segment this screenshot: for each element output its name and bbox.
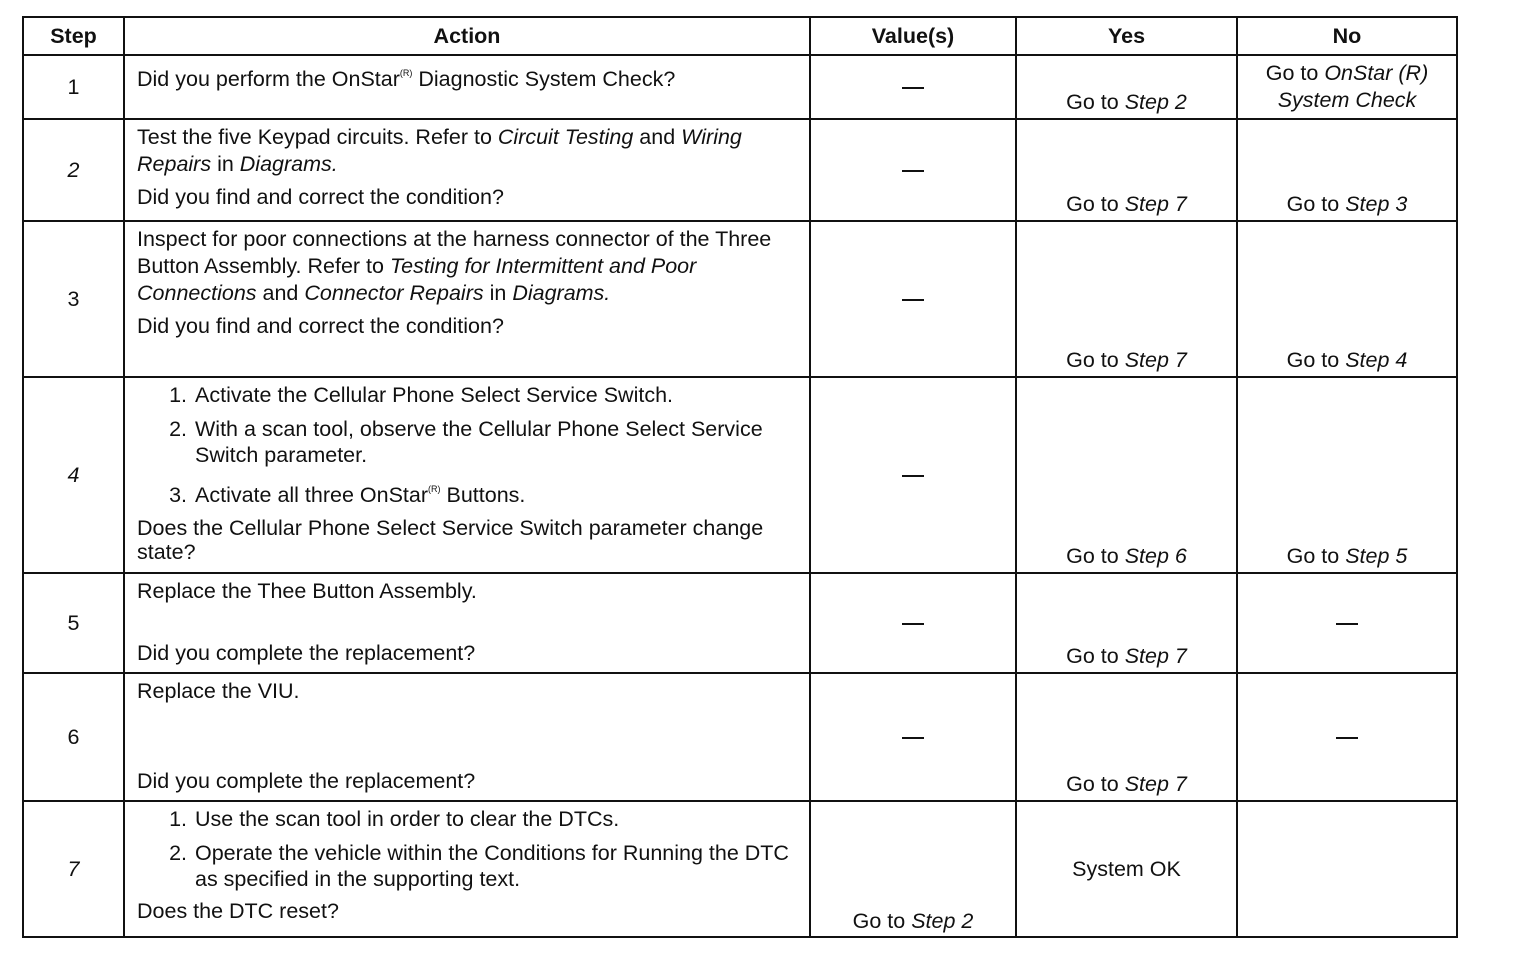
value-cell [810,221,1016,377]
question-text: Did you complete the replacement? [137,641,476,665]
system-check-link: System Check [1277,88,1417,112]
action-cell [124,119,810,221]
value-cell [810,573,1016,673]
goto-prefix: Go to [1265,61,1325,85]
no-cell [1237,673,1457,801]
header-action: Action [124,17,810,55]
action-cell [124,673,810,801]
step-number: 7 [23,801,124,937]
table-row [23,55,1457,119]
action-text: Replace the VIU. [137,679,300,703]
list-item: 1. Activate the Cellular Phone Select Service Switch. [193,382,797,408]
dash [902,623,924,625]
yes-cell: Go to Step 6 [1016,377,1237,573]
header-no: No [1237,17,1457,55]
value-cell [810,119,1016,221]
step-link: Step 7 [1124,772,1187,796]
step-number: 3 [23,221,124,377]
action-cell [124,55,810,119]
action-cell [124,221,810,377]
dash [902,299,924,301]
yes-cell: System OK [1016,801,1237,937]
question-text: Did you find and correct the condition? [137,314,504,338]
question-text: Does the DTC reset? [137,899,339,923]
action-text: Inspect for poor connections at the harness connector of the Three Button Assembly. Refer to Testing for Intermittent and Poor Connections and Connector Repairs in Diagrams. [137,227,772,305]
step-link: Step 7 [1124,192,1187,216]
step-link: Step 7 [1124,348,1187,372]
no-cell [1237,801,1457,937]
value-cell [810,377,1016,573]
question-text: Did you find and correct the condition? [137,185,504,209]
no-cell: Go to Step 5 [1237,377,1457,573]
no-cell: Go to Step 4 [1237,221,1457,377]
table-row [23,801,1457,937]
dash [1336,623,1358,625]
dash [1336,737,1358,739]
step-number: 4 [23,377,124,573]
action-cell [124,377,810,573]
dash [902,87,924,89]
action-text: Diagnostic System Check? [412,67,676,91]
no-cell [1237,573,1457,673]
registered-mark: (R) [428,484,441,494]
action-text: Test the five Keypad circuits. Refer to Circuit Testing and Wiring Repairs in Diagrams. [137,125,742,176]
list-item: 3. Activate all three OnStar$^{(R)}$ Buttons. [193,476,797,508]
diagnostic-table [22,16,1458,938]
step-number: 2 [23,119,124,221]
table-row [23,119,1457,221]
system-check-link: OnStar (R) [1324,61,1429,85]
step-link: Step 5 [1345,544,1408,568]
header-yes: Yes [1016,17,1237,55]
question-text: Did you complete the replacement? [137,769,476,793]
table-row [23,377,1457,573]
no-cell: Go to Step 3 [1237,119,1457,221]
yes-cell: Go to Step 7 [1016,673,1237,801]
no-cell [1237,55,1457,119]
step-link: Step 4 [1345,348,1408,372]
action-text: Replace the Thee Button Assembly. [137,579,477,603]
procedure-list [137,382,797,508]
dash [902,170,924,172]
value-cell: Go to Step 2 [810,801,1016,937]
action-cell [124,573,810,673]
list-item: 1. Use the scan tool in order to clear the DTCs. [193,806,797,832]
header-step: Step [23,17,124,55]
question-text: Does the Cellular Phone Select Service Switch parameter change state? [137,516,764,564]
step-link: Step 2 [1124,90,1187,114]
dash [902,475,924,477]
step-number: 5 [23,573,124,673]
step-link: Step 3 [1345,192,1408,216]
table-row [23,673,1457,801]
value-cell [810,55,1016,119]
table-row [23,573,1457,673]
table-row [23,221,1457,377]
step-link: Step 2 [911,909,974,933]
step-link: Step 6 [1124,544,1187,568]
yes-cell: Go to Step 7 [1016,119,1237,221]
header-values: Value(s) [810,17,1016,55]
yes-cell: Go to Step 7 [1016,573,1237,673]
action-cell [124,801,810,937]
action-text: Did you perform the OnStar [137,67,400,91]
header-row [23,17,1457,55]
dash [902,737,924,739]
yes-cell [1016,55,1237,119]
list-item: 2. With a scan tool, observe the Cellular Phone Select Service Switch parameter. [193,416,797,468]
step-link: Step 7 [1124,644,1187,668]
goto-prefix: Go to [1066,90,1125,114]
list-item: 2. Operate the vehicle within the Conditions for Running the DTC as specified in the supporting text. [193,840,797,892]
procedure-list [137,806,797,892]
value-cell [810,673,1016,801]
step-number: 6 [23,673,124,801]
step-number: 1 [23,55,124,119]
yes-cell: Go to Step 7 [1016,221,1237,377]
registered-mark: (R) [399,68,413,78]
